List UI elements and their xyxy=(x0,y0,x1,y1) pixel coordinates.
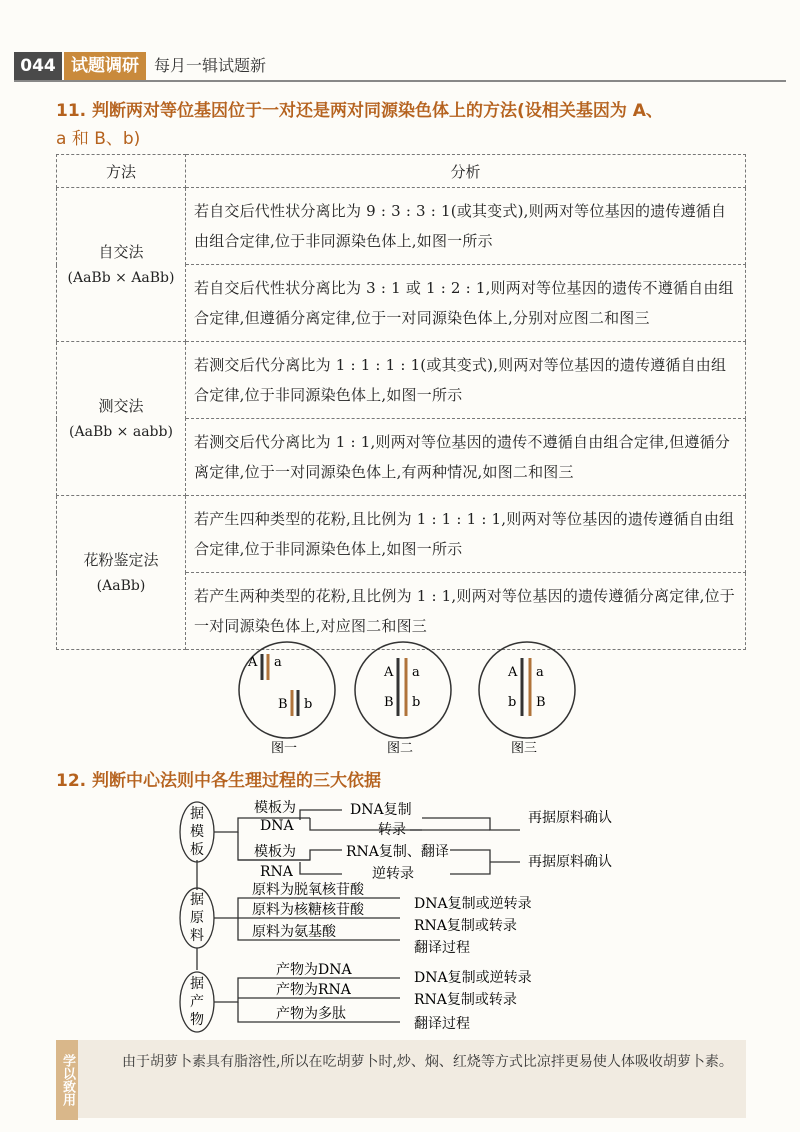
method-sub: (AaBb × AaBb) xyxy=(67,269,175,286)
method-sub: (AaBb) xyxy=(96,577,146,594)
root-label: 据 xyxy=(190,976,204,992)
item-label: 原料为氨基酸 xyxy=(252,924,336,940)
gene-label: A xyxy=(248,655,258,670)
root-label: 料 xyxy=(190,928,204,944)
branch-label: 模板为 xyxy=(254,800,296,816)
gene-label: b xyxy=(508,695,517,710)
header-rule xyxy=(14,80,786,82)
method-name: 自交法 xyxy=(98,242,144,261)
table-header-row xyxy=(57,155,746,188)
root-label: 原 xyxy=(190,910,204,926)
gene-label: a xyxy=(274,655,282,670)
analysis-cell: 若产生四种类型的花粉,且比例为 1 : 1 : 1 : 1,则两对等位基因的遗传遵循自由组合定律,位于非同源染色体上,如图一所示 xyxy=(186,496,746,573)
cell-circle xyxy=(479,642,575,738)
root-label: 据 xyxy=(190,892,204,908)
section12-title xyxy=(56,766,381,791)
table-row xyxy=(57,496,746,573)
connector xyxy=(300,862,342,874)
root-label: 据 xyxy=(190,806,204,822)
root-label: 模 xyxy=(190,824,204,840)
analysis-cell: 若自交后代性状分离比为 3 : 1 或 1 : 2 : 1,则两对等位基因的遗传不遵循自由组合定律,但遵循分离定律,位于一对同源染色体上,分别对应图二和图三 xyxy=(186,265,746,342)
figure-caption: 图一 xyxy=(271,741,298,756)
branch-label: RNA xyxy=(260,864,293,880)
method-cell xyxy=(57,188,186,342)
result-label: 翻译过程 xyxy=(414,940,470,956)
gene-label: a xyxy=(536,665,544,680)
section12-number: 12. xyxy=(56,771,87,791)
item-label: 原料为脱氧核苷酸 xyxy=(252,882,364,898)
figure-2 xyxy=(355,642,451,756)
root-label: 物 xyxy=(190,1012,204,1028)
footer-text: 由于胡萝卜素具有脂溶性,所以在吃胡萝卜时,炒、焖、红烧等方式比凉拌更易使人体吸收胡萝卜素。 xyxy=(122,1054,733,1070)
header-subtitle: 每月一辑试题新 xyxy=(154,56,267,75)
analysis-cell: 若测交后代分离比为 1 : 1 : 1 : 1(或其变式),则两对等位基因的遗传遵循自由组合定律,位于非同源染色体上,如图一所示 xyxy=(186,342,746,419)
figure-caption: 图二 xyxy=(387,741,414,756)
page-number: 044 xyxy=(14,52,62,80)
item-label: 产物为DNA xyxy=(276,962,352,978)
figure-3 xyxy=(479,642,575,756)
methods-table xyxy=(56,154,746,650)
section12-title-text: 判断中心法则中各生理过程的三大依据 xyxy=(92,771,382,791)
branch-label: 模板为 xyxy=(254,844,296,860)
gene-label: a xyxy=(412,665,420,680)
result-label: RNA复制或转录 xyxy=(414,918,517,934)
process-label: RNA复制、翻译 xyxy=(346,844,449,860)
section11-title-cont: a 和 B、b) xyxy=(56,129,141,149)
section11-title xyxy=(56,96,663,121)
process-label: 转录 xyxy=(378,822,406,838)
central-dogma-diagram xyxy=(0,790,800,1040)
col-method-header: 方法 xyxy=(57,155,186,188)
root-label: 板 xyxy=(190,842,204,858)
process-label: DNA复制 xyxy=(350,802,412,818)
item-label: 产物为RNA xyxy=(276,982,351,998)
result-label: 翻译过程 xyxy=(414,1016,470,1032)
gene-label: A xyxy=(384,665,394,680)
connector xyxy=(422,818,520,830)
result-label: 再据原料确认 xyxy=(528,854,612,870)
method-name: 花粉鉴定法 xyxy=(83,550,159,569)
item-label: 原料为核糖核苷酸 xyxy=(252,902,364,918)
figure-caption: 图三 xyxy=(511,741,538,756)
connector xyxy=(450,850,490,874)
gene-label: B xyxy=(384,695,394,710)
analysis-cell: 若自交后代性状分离比为 9 : 3 : 3 : 1(或其变式),则两对等位基因的遗传遵循自由组合定律,位于非同源染色体上,如图一所示 xyxy=(186,188,746,265)
analysis-cell: 若测交后代分离比为 1 : 1,则两对等位基因的遗传不遵循自由组合定律,但遵循分离定律,位于一对同源染色体上,有两种情况,如图二和图三 xyxy=(186,419,746,496)
process-label: 逆转录 xyxy=(372,866,414,882)
table-row xyxy=(57,342,746,419)
figure-1 xyxy=(239,642,335,756)
result-label: RNA复制或转录 xyxy=(414,992,517,1008)
gene-label: b xyxy=(412,695,421,710)
gene-label: B xyxy=(536,695,546,710)
analysis-cell: 若产生两种类型的花粉,且比例为 1 : 1,则两对等位基因的遗传遵循分离定律,位于一对同源染色体上,对应图二和图三 xyxy=(186,573,746,650)
result-label: 再据原料确认 xyxy=(528,810,612,826)
footer-badge: 学以致用 xyxy=(56,1040,78,1120)
section11-number: 11. xyxy=(56,101,87,121)
branch-label: DNA xyxy=(260,818,294,834)
method-cell xyxy=(57,342,186,496)
item-label: 产物为多肽 xyxy=(276,1006,346,1022)
method-cell xyxy=(57,496,186,650)
table-row xyxy=(57,188,746,265)
result-label: DNA复制或逆转录 xyxy=(414,896,532,912)
chromosome-figures xyxy=(0,640,800,760)
method-sub: (AaBb × aabb) xyxy=(69,423,173,440)
section-tag: 试题调研 xyxy=(64,52,146,80)
method-name: 测交法 xyxy=(98,396,144,415)
result-label: DNA复制或逆转录 xyxy=(414,970,532,986)
col-analysis-header: 分析 xyxy=(186,155,746,188)
gene-label: b xyxy=(304,697,313,712)
root-label: 产 xyxy=(190,994,204,1010)
cell-circle xyxy=(355,642,451,738)
gene-label: B xyxy=(278,697,288,712)
section11-title-text: 判断两对等位基因位于一对还是两对同源染色体上的方法(设相关基因为 A、 xyxy=(92,101,663,121)
gene-label: A xyxy=(508,665,518,680)
